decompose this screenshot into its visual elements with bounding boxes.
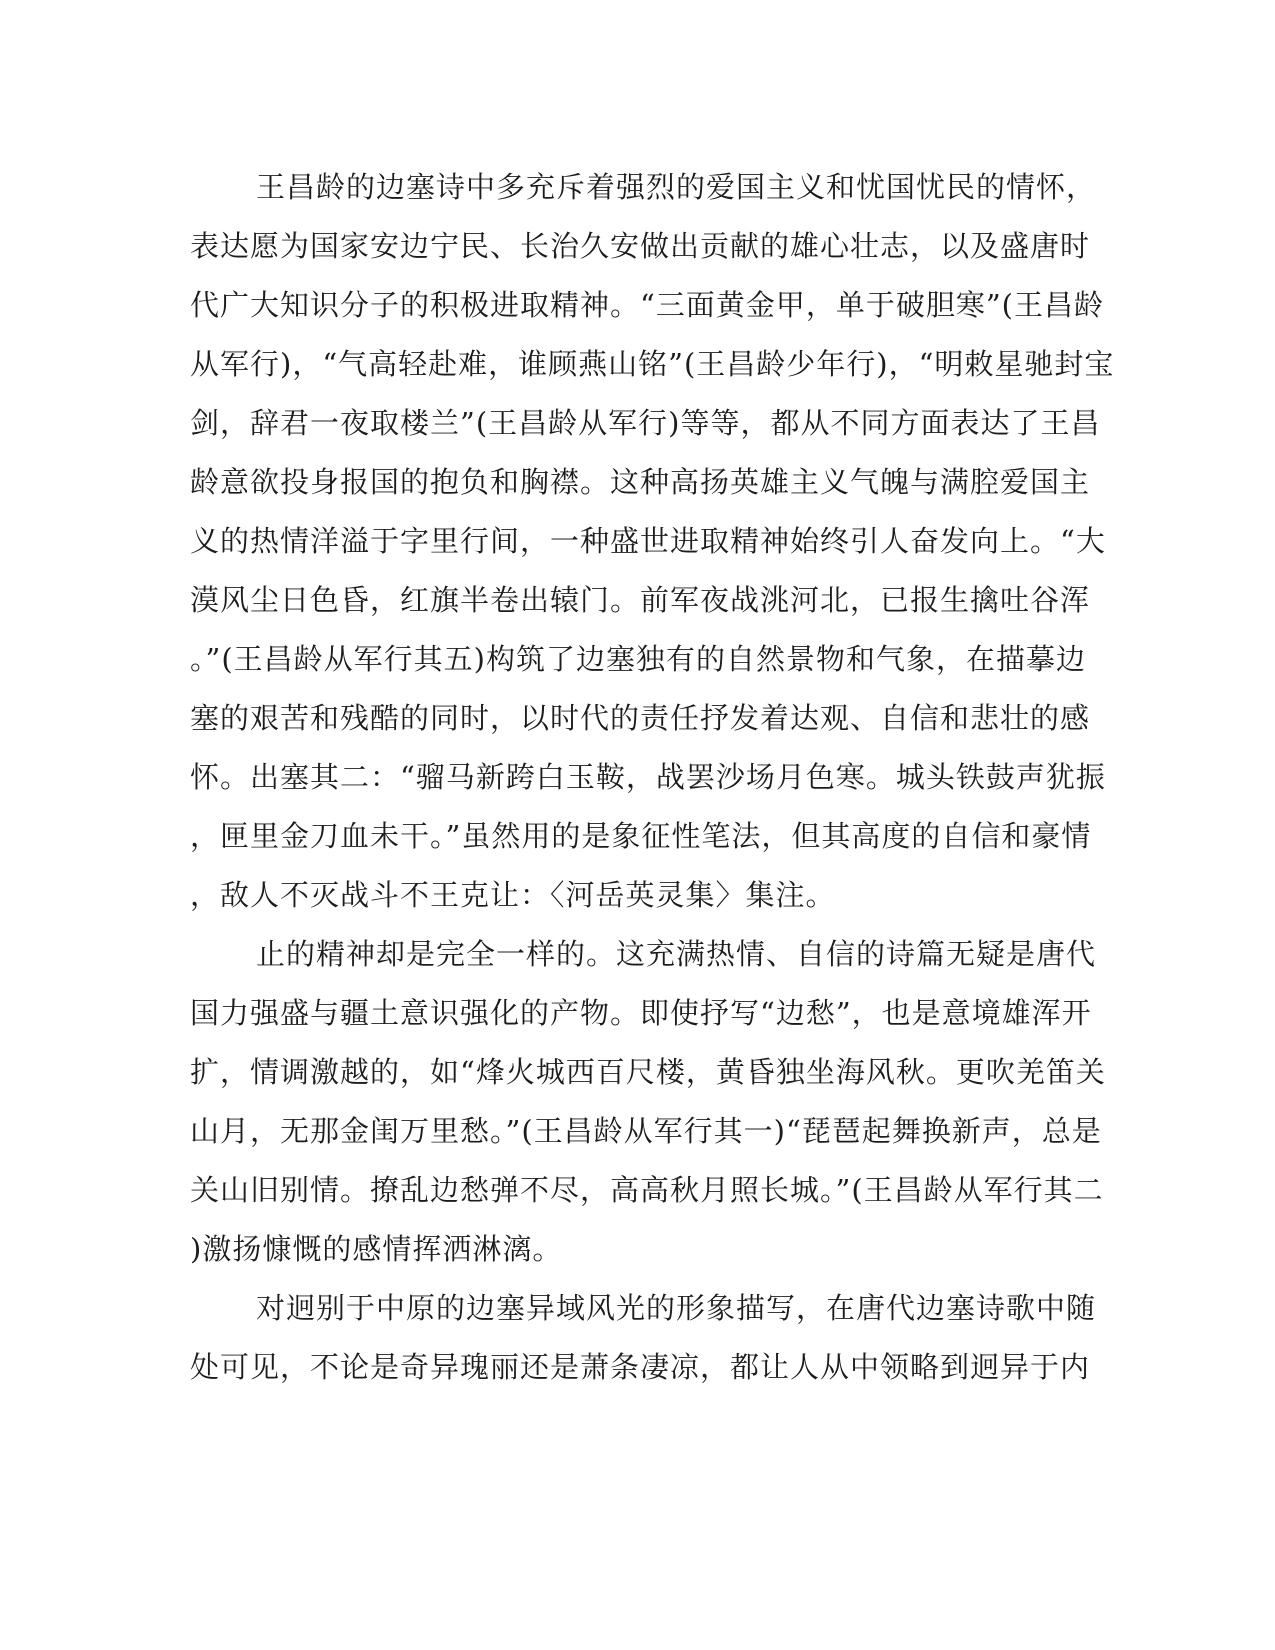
text-line: 义的热情洋溢于字里行间，一种盛世进取精神始终引人奋发向上。“大 <box>190 524 1106 558</box>
text-line: )激扬慷慨的感情挥洒淋漓。 <box>190 1232 563 1266</box>
text-line: 国力强盛与疆土意识强化的产物。即使抒写“边愁”，也是意境雄浑开 <box>190 996 1092 1030</box>
text-line: 剑，辞君一夜取楼兰”(王昌龄从军行)等等，都从不同方面表达了王昌 <box>190 406 1101 440</box>
text-line: 王昌龄的边塞诗中多充斥着强烈的爱国主义和忧国忧民的情怀， <box>256 170 1097 204</box>
text-line: 塞的艰苦和残酷的同时，以时代的责任抒发着达观、自信和悲壮的感 <box>190 701 1091 735</box>
text-line: 扩，情调激越的，如“烽火城西百尺楼，黄昏独坐海风秋。更吹羌笛关 <box>190 1055 1106 1089</box>
text-line: 止的精神却是完全一样的。这充满热情、自信的诗篇无疑是唐代 <box>256 937 1097 971</box>
paragraph-3 <box>190 1279 1097 1397</box>
text-line: 龄意欲投身报国的抱负和胸襟。这种高扬英雄主义气魄与满腔爱国主 <box>190 465 1091 499</box>
text-line: 从军行)，“气高轻赴难，谁顾燕山铭”(王昌龄少年行)，“明敕星驰封宝 <box>190 347 1115 381</box>
text-line: 关山旧别情。撩乱边愁弹不尽，高高秋月照长城。”(王昌龄从军行其二 <box>190 1173 1104 1207</box>
text-line: 漠风尘日色昏，红旗半卷出辕门。前军夜战洮河北，已报生擒吐谷浑 <box>190 583 1091 617</box>
text-line: 怀。出塞其二：“骝马新跨白玉鞍，战罢沙场月色寒。城头铁鼓声犹振 <box>190 760 1106 794</box>
paragraph-2 <box>190 925 1106 1279</box>
text-line: 对迥别于中原的边塞异域风光的形象描写，在唐代边塞诗歌中随 <box>256 1291 1097 1325</box>
text-line: 处可见，不论是奇异瑰丽还是萧条凄凉，都让人从中领略到迥异于内 <box>190 1350 1091 1384</box>
text-line: 。”(王昌龄从军行其五)构筑了边塞独有的自然景物和气象，在描摹边 <box>190 642 1086 676</box>
text-line: ，匣里金刀血未干。”虽然用的是象征性笔法，但其高度的自信和豪情 <box>190 819 1092 853</box>
text-line: 山月，无那金闺万里愁。”(王昌龄从军行其一)“琵琶起舞换新声，总是 <box>190 1114 1102 1148</box>
document-body <box>190 158 1115 1397</box>
text-line: ，敌人不灭战斗不王克让：〈河岳英灵集〉集注。 <box>190 878 836 912</box>
paragraph-1 <box>190 158 1115 925</box>
text-line: 表达愿为国家安边宁民、长治久安做出贡献的雄心壮志，以及盛唐时 <box>190 229 1091 263</box>
text-line: 代广大知识分子的积极进取精神。“三面黄金甲，单于破胆寒”(王昌龄 <box>190 288 1104 322</box>
